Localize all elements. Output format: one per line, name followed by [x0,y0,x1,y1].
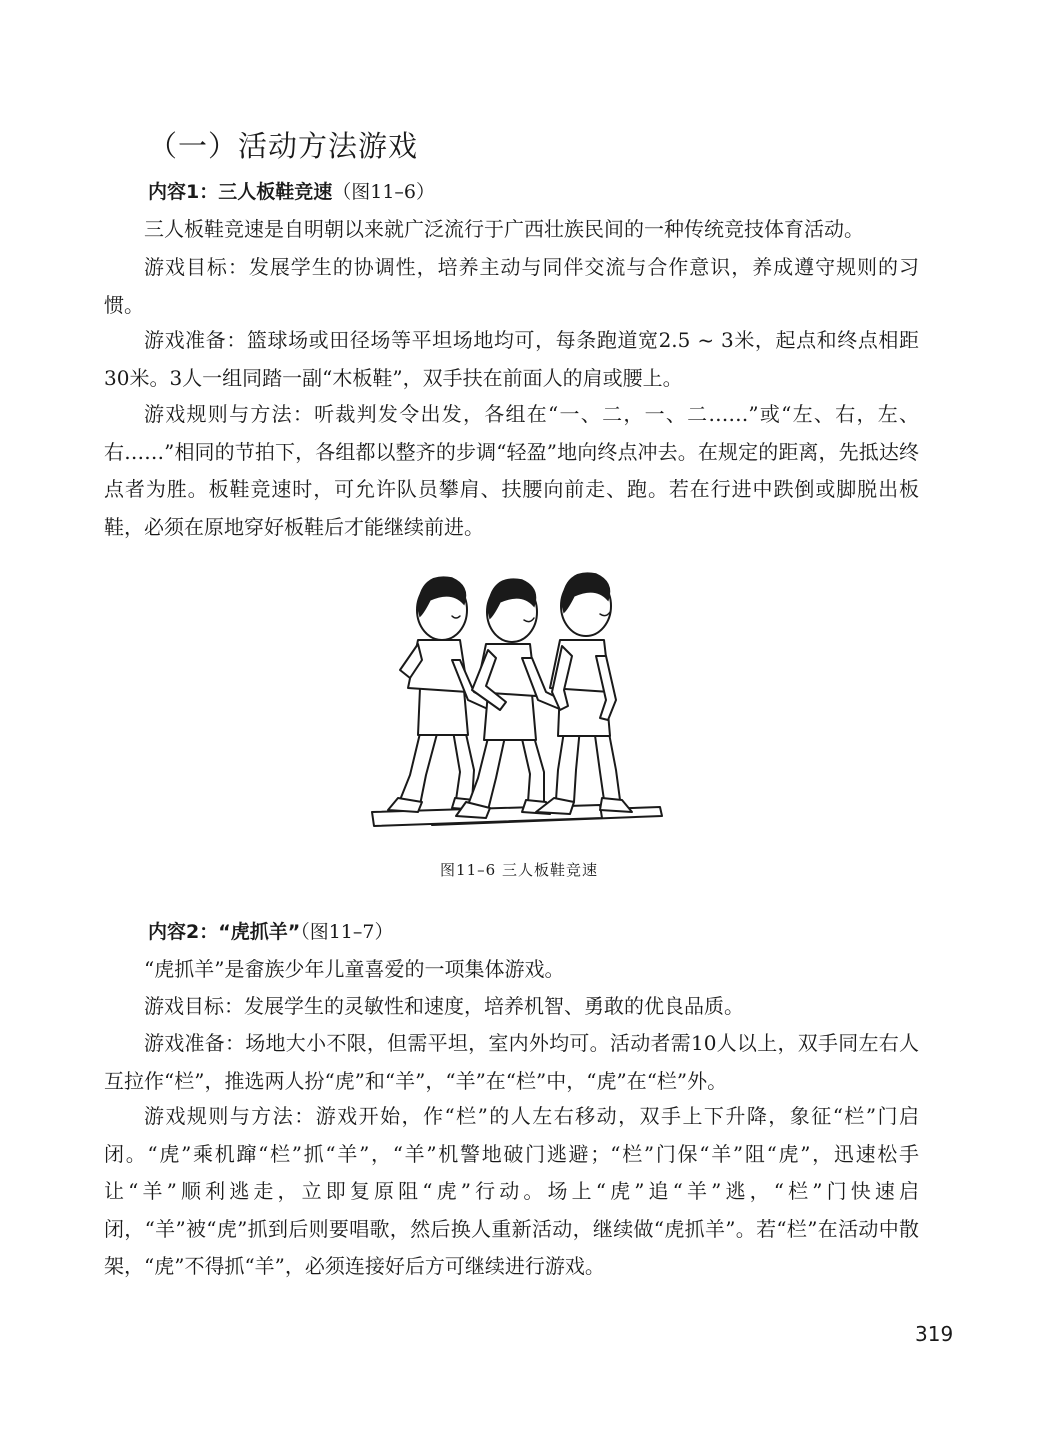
content1-heading-text: 内容1：三人板鞋竞速 [148,181,333,203]
content1-intro: 三人板鞋竞速是自明朝以来就广泛流行于广西壮族民间的一种传统竞技体育活动。 [144,217,864,241]
content2-figure-ref: （图11–7） [300,921,394,943]
page-number: 319 [915,1322,954,1346]
three-person-board-shoe-illustration [360,560,680,835]
content1-preparation: 游戏准备：篮球场或田径场等平坦场地均可，每条跑道宽2.5 ~ 3米，起点和终点相距30米。3人一组同踏一副“木板鞋”，双手扶在前面人的肩或腰上。 [104,328,919,390]
section-title: （一）活动方法游戏 [148,129,419,163]
content2-intro: “虎抓羊”是畲族少年儿童喜爱的一项集体游戏。 [144,957,565,981]
content2-rules: 游戏规则与方法：游戏开始，作“栏”的人左右移动，双手上下升降，象征“栏”门启闭。“虎”乘机蹿“栏”抓“羊”，“羊”机警地破门逃避；“栏”门保“羊”阻“虎”，迅速松手让“羊”顺利逃走，立即复原阻“虎”行动。场上“虎”追“羊”逃，“栏”门快速启闭，“羊”被“虎”抓到后则要唱歌，然后换人重新活动，继续做“虎抓羊”。若“栏”在活动中散架，“虎”不得抓“羊”，必须连接好后方可继续进行游戏。 [104,1104,919,1278]
content2-goal: 游戏目标：发展学生的灵敏性和速度，培养机智、勇敢的优良品质。 [144,994,744,1018]
content2-preparation: 游戏准备：场地大小不限，但需平坦，室内外均可。活动者需10人以上，双手同左右人互拉作“栏”，推选两人扮“虎”和“羊”，“羊”在“栏”中，“虎”在“栏”外。 [104,1031,919,1093]
content1-heading [148,177,435,207]
content1-rules: 游戏规则与方法：听裁判发令出发，各组在“一、二，一、二……”或“左、右，左、右……”相同的节拍下，各组都以整齐的步调“轻盈”地向终点冲去。在规定的距离，先抵达终点者为胜。板鞋竞速时，可允许队员攀肩、扶腰向前走、跑。若在行进中跌倒或脚脱出板鞋，必须在原地穿好板鞋后才能继续前进。 [104,402,919,539]
content1-figure-ref: （图11–6） [332,181,435,203]
figure-caption: 图11–6 三人板鞋竞速 [440,861,598,879]
content2-heading-text: 内容2：“虎抓羊” [148,921,301,943]
content1-goal: 游戏目标：发展学生的协调性，培养主动与同伴交流与合作意识，养成遵守规则的习惯。 [104,255,919,317]
content2-heading [148,917,393,947]
